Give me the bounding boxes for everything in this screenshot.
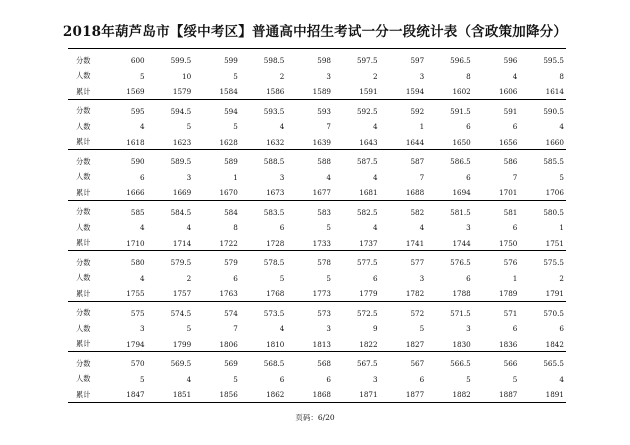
table-cell: 1862 <box>266 390 285 400</box>
table-cell: 1677 <box>312 188 331 198</box>
row-label: 分数 <box>76 358 91 368</box>
table-cell: 8 <box>233 223 238 233</box>
table-cell: 1594 <box>405 87 425 97</box>
table-cell: 5 <box>186 122 192 132</box>
table-cell: 6 <box>419 374 425 384</box>
row-label: 累计 <box>76 187 91 197</box>
table-cell: 1644 <box>405 137 425 147</box>
cumulative-row <box>68 286 566 302</box>
table-cell: 583.5 <box>263 207 285 217</box>
table-cell: 1744 <box>452 238 471 248</box>
table-cell: 5 <box>512 374 518 384</box>
table-cell: 1714 <box>172 238 192 248</box>
table-cell: 2 <box>186 273 192 283</box>
table-cell: 594 <box>224 106 238 116</box>
cumulative-row <box>68 387 566 403</box>
table-cell: 1 <box>559 223 564 233</box>
table-cell: 1836 <box>499 339 518 349</box>
table-cell: 3 <box>140 324 145 334</box>
table-cell: 1579 <box>172 87 192 97</box>
table-cell: 4 <box>186 374 192 384</box>
table-cell: 578 <box>317 258 331 268</box>
table-cell: 569.5 <box>170 359 192 369</box>
table-cell: 6 <box>372 273 378 283</box>
row-label: 累计 <box>76 86 91 96</box>
table-cell: 1 <box>512 273 518 283</box>
table-block <box>68 200 566 251</box>
table-cell: 596.5 <box>450 56 471 66</box>
table-cell: 1830 <box>452 339 471 349</box>
table-cell: 581 <box>503 207 518 217</box>
count-row <box>68 69 566 85</box>
table-cell: 597 <box>410 56 425 66</box>
table-cell: 4 <box>372 223 378 233</box>
table-cell: 5 <box>279 273 285 283</box>
table-cell: 1842 <box>545 339 564 349</box>
row-label: 人数 <box>76 222 91 232</box>
table-cell: 1 <box>419 122 425 132</box>
table-cell: 1794 <box>126 339 145 349</box>
table-cell: 1584 <box>219 87 238 97</box>
table-cell: 3 <box>419 273 425 283</box>
row-label: 累计 <box>76 389 91 399</box>
table-cell: 572.5 <box>356 308 378 318</box>
table-cell: 4 <box>372 172 378 182</box>
table-cell: 6 <box>512 223 518 233</box>
table-cell: 589 <box>224 157 238 167</box>
table-cell: 569 <box>224 359 238 369</box>
table-cell: 1757 <box>172 289 192 299</box>
table-cell: 1 <box>233 172 238 182</box>
table-cell: 1656 <box>499 137 518 147</box>
table-cell: 3 <box>372 374 378 384</box>
table-cell: 4 <box>279 324 285 334</box>
row-label: 分数 <box>76 308 91 318</box>
table-block <box>68 301 566 352</box>
table-cell: 1773 <box>312 289 331 299</box>
table-block <box>68 149 566 200</box>
table-cell: 6 <box>512 324 518 334</box>
table-cell: 566 <box>503 359 518 369</box>
table-cell: 1701 <box>499 188 518 198</box>
table-cell: 593 <box>317 106 331 116</box>
table-cell: 600 <box>130 56 145 66</box>
table-cell: 1799 <box>172 339 192 349</box>
count-row <box>68 321 566 337</box>
table-cell: 6 <box>279 223 285 233</box>
table-cell: 3 <box>466 223 471 233</box>
table-cell: 8 <box>559 71 564 81</box>
table-cell: 2 <box>279 71 285 81</box>
table-cell: 1877 <box>405 390 425 400</box>
table-cell: 3 <box>326 324 331 334</box>
table-cell: 1868 <box>312 390 331 400</box>
table-cell: 1681 <box>359 188 378 198</box>
table-cell: 594.5 <box>170 106 192 116</box>
table-cell: 6 <box>466 172 471 182</box>
table-cell: 571.5 <box>450 308 471 318</box>
score-distribution-table <box>68 48 566 403</box>
row-label: 人数 <box>76 121 91 131</box>
table-cell: 584.5 <box>170 207 192 217</box>
table-block <box>68 351 566 403</box>
table-cell: 570 <box>130 359 145 369</box>
table-cell: 4 <box>512 71 518 81</box>
table-cell: 1614 <box>545 87 564 97</box>
table-cell: 591.5 <box>450 106 471 116</box>
table-cell: 573.5 <box>263 308 285 318</box>
table-cell: 598.5 <box>263 56 285 66</box>
table-cell: 5 <box>233 71 238 81</box>
count-row <box>68 372 566 388</box>
table-cell: 573 <box>317 308 331 318</box>
table-cell: 3 <box>186 172 192 182</box>
table-cell: 1602 <box>452 87 471 97</box>
row-label: 分数 <box>76 55 91 65</box>
table-cell: 590 <box>130 157 145 167</box>
table-cell: 4 <box>140 122 145 132</box>
table-cell: 1847 <box>126 390 145 400</box>
table-cell: 9 <box>372 324 378 334</box>
count-row <box>68 170 566 186</box>
table-cell: 1728 <box>266 238 285 248</box>
table-cell: 586.5 <box>450 157 471 167</box>
table-cell: 7 <box>512 172 518 182</box>
table-cell: 1688 <box>405 188 425 198</box>
row-label: 分数 <box>76 106 91 116</box>
table-cell: 568 <box>317 359 331 369</box>
table-cell: 586 <box>503 157 518 167</box>
table-cell: 1887 <box>499 390 518 400</box>
table-cell: 1666 <box>126 188 145 198</box>
table-block <box>68 48 566 99</box>
table-cell: 5 <box>233 122 238 132</box>
table-cell: 6 <box>140 172 145 182</box>
table-cell: 2 <box>372 71 378 81</box>
table-cell: 6 <box>466 122 471 132</box>
row-label: 分数 <box>76 156 91 166</box>
table-block <box>68 250 566 301</box>
row-label: 分数 <box>76 257 91 267</box>
table-cell: 1882 <box>452 390 471 400</box>
row-label: 分数 <box>76 207 91 217</box>
table-cell: 571 <box>503 308 518 318</box>
table-cell: 574.5 <box>170 308 192 318</box>
table-cell: 592 <box>410 106 425 116</box>
table-cell: 1623 <box>172 137 192 147</box>
table-cell: 593.5 <box>263 106 285 116</box>
table-cell: 577.5 <box>356 258 378 268</box>
table-cell: 1806 <box>219 339 238 349</box>
table-cell: 599.5 <box>170 56 192 66</box>
table-cell: 599 <box>224 56 238 66</box>
count-row <box>68 271 566 287</box>
table-cell: 5 <box>419 324 425 334</box>
table-cell: 4 <box>559 374 564 384</box>
table-cell: 585 <box>130 207 145 217</box>
table-cell: 5 <box>233 374 238 384</box>
table-cell: 5 <box>140 71 145 81</box>
table-cell: 577 <box>410 258 425 268</box>
row-label: 累计 <box>76 339 91 349</box>
table-cell: 579.5 <box>170 258 192 268</box>
table-cell: 587 <box>410 157 425 167</box>
table-cell: 1586 <box>266 87 285 97</box>
table-cell: 576 <box>503 258 518 268</box>
table-cell: 5 <box>186 324 192 334</box>
table-cell: 10 <box>182 71 192 81</box>
row-label: 累计 <box>76 137 91 147</box>
table-cell: 584 <box>224 207 238 217</box>
table-cell: 1670 <box>219 188 238 198</box>
table-cell: 1673 <box>266 188 285 198</box>
score-row <box>68 53 566 69</box>
table-cell: 5 <box>326 223 331 233</box>
table-cell: 5 <box>140 374 145 384</box>
score-row <box>68 205 566 221</box>
score-row <box>68 306 566 322</box>
table-cell: 597.5 <box>356 56 378 66</box>
table-cell: 1779 <box>359 289 378 299</box>
table-cell: 1782 <box>405 289 425 299</box>
table-cell: 7 <box>419 172 425 182</box>
table-cell: 1791 <box>545 289 564 299</box>
table-cell: 1856 <box>219 390 238 400</box>
table-cell: 598 <box>317 56 331 66</box>
table-cell: 590.5 <box>543 106 564 116</box>
table-cell: 1891 <box>545 390 564 400</box>
row-label: 人数 <box>76 71 91 81</box>
table-cell: 582.5 <box>356 207 378 217</box>
table-cell: 567.5 <box>356 359 378 369</box>
table-cell: 1710 <box>126 238 145 248</box>
table-cell: 591 <box>503 106 518 116</box>
table-cell: 3 <box>466 324 471 334</box>
count-row <box>68 220 566 236</box>
table-cell: 568.5 <box>263 359 285 369</box>
table-cell: 5 <box>326 273 331 283</box>
cumulative-row <box>68 236 566 252</box>
table-cell: 7 <box>233 324 238 334</box>
table-cell: 1788 <box>452 289 471 299</box>
table-cell: 581.5 <box>450 207 471 217</box>
count-row <box>68 119 566 135</box>
score-row <box>68 104 566 120</box>
score-row <box>68 255 566 271</box>
table-cell: 588.5 <box>263 157 285 167</box>
table-cell: 583 <box>317 207 331 217</box>
table-cell: 585.5 <box>543 157 564 167</box>
table-cell: 4 <box>140 273 145 283</box>
table-cell: 1750 <box>499 238 518 248</box>
table-cell: 1669 <box>172 188 192 198</box>
table-cell: 2 <box>559 273 564 283</box>
table-cell: 1591 <box>359 87 378 97</box>
table-cell: 1871 <box>359 390 378 400</box>
table-cell: 3 <box>419 71 425 81</box>
table-cell: 1789 <box>499 289 518 299</box>
table-cell: 1751 <box>545 238 564 248</box>
table-cell: 589.5 <box>170 157 192 167</box>
table-cell: 595 <box>130 106 145 116</box>
table-cell: 576.5 <box>450 258 471 268</box>
table-cell: 1851 <box>172 390 192 400</box>
table-cell: 6 <box>512 122 518 132</box>
table-cell: 5 <box>466 374 471 384</box>
row-label: 累计 <box>76 238 91 248</box>
table-cell: 1606 <box>499 87 518 97</box>
score-row <box>68 154 566 170</box>
table-block <box>68 99 566 150</box>
table-cell: 565.5 <box>543 359 564 369</box>
row-label: 累计 <box>76 288 91 298</box>
table-cell: 6 <box>326 374 331 384</box>
table-cell: 1827 <box>405 339 425 349</box>
table-cell: 1569 <box>126 87 145 97</box>
cumulative-row <box>68 185 566 201</box>
cumulative-row <box>68 84 566 100</box>
table-cell: 588 <box>317 157 331 167</box>
table-cell: 595.5 <box>543 56 564 66</box>
table-cell: 587.5 <box>356 157 378 167</box>
table-cell: 592.5 <box>356 106 378 116</box>
table-cell: 570.5 <box>543 308 564 318</box>
score-row <box>68 356 566 372</box>
table-cell: 574 <box>224 308 238 318</box>
table-cell: 1822 <box>359 339 378 349</box>
table-cell: 580.5 <box>543 207 564 217</box>
table-cell: 1639 <box>312 137 331 147</box>
table-cell: 1589 <box>312 87 331 97</box>
table-cell: 582 <box>410 207 425 217</box>
table-cell: 7 <box>326 122 331 132</box>
table-cell: 1733 <box>312 238 331 248</box>
table-cell: 1650 <box>452 137 471 147</box>
cumulative-row <box>68 337 566 353</box>
table-cell: 4 <box>559 122 564 132</box>
table-cell: 575.5 <box>543 258 564 268</box>
table-cell: 567 <box>410 359 425 369</box>
table-cell: 3 <box>279 172 285 182</box>
table-cell: 578.5 <box>263 258 285 268</box>
table-cell: 1632 <box>266 137 285 147</box>
table-cell: 1813 <box>312 339 331 349</box>
table-cell: 4 <box>326 172 331 182</box>
table-cell: 4 <box>186 223 192 233</box>
table-cell: 1741 <box>405 238 425 248</box>
table-cell: 580 <box>130 258 145 268</box>
table-cell: 1618 <box>126 137 145 147</box>
table-cell: 572 <box>410 308 425 318</box>
table-cell: 5 <box>559 172 564 182</box>
cumulative-row <box>68 135 566 151</box>
table-cell: 1810 <box>266 339 285 349</box>
table-cell: 6 <box>559 324 564 334</box>
page-number: 页码：6/20 <box>295 413 335 422</box>
table-cell: 1755 <box>126 289 145 299</box>
table-cell: 6 <box>233 273 238 283</box>
table-cell: 3 <box>326 71 331 81</box>
table-cell: 4 <box>419 223 425 233</box>
table-cell: 6 <box>279 374 285 384</box>
table-cell: 566.5 <box>450 359 471 369</box>
table-cell: 1694 <box>452 188 471 198</box>
table-cell: 1737 <box>359 238 378 248</box>
row-label: 人数 <box>76 323 91 333</box>
table-cell: 4 <box>279 122 285 132</box>
table-cell: 1768 <box>266 289 285 299</box>
table-cell: 1722 <box>219 238 238 248</box>
row-label: 人数 <box>76 172 91 182</box>
table-cell: 1706 <box>545 188 564 198</box>
page-title: 2018年葫芦岛市【绥中考区】普通高中招生考试一分一段统计表（含政策加降分） <box>62 24 568 40</box>
table-cell: 6 <box>466 273 471 283</box>
table-cell: 1763 <box>219 289 238 299</box>
table-cell: 4 <box>140 223 145 233</box>
row-label: 人数 <box>76 374 91 384</box>
table-cell: 4 <box>372 122 378 132</box>
row-label: 人数 <box>76 273 91 283</box>
table-cell: 575 <box>130 308 145 318</box>
table-cell: 8 <box>466 71 471 81</box>
table-cell: 596 <box>503 56 518 66</box>
table-cell: 579 <box>224 258 238 268</box>
table-cell: 1643 <box>359 137 378 147</box>
table-cell: 1628 <box>219 137 238 147</box>
table-cell: 1660 <box>545 137 564 147</box>
